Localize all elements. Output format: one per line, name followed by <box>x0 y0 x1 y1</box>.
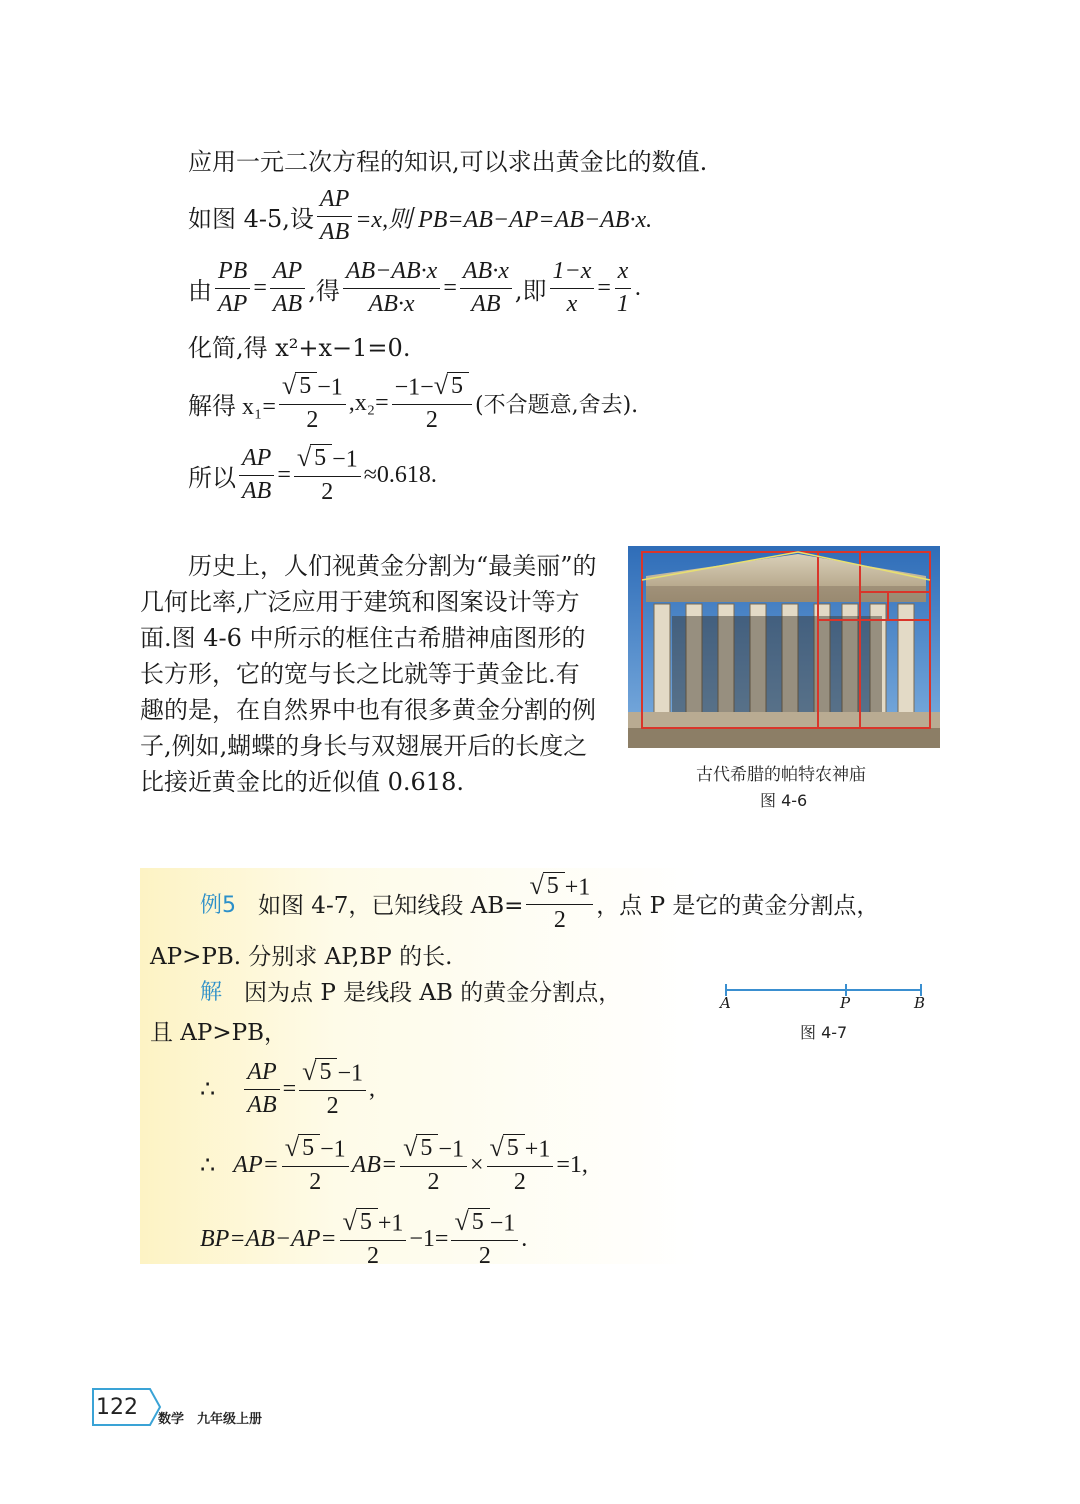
example-statement: 例5 如图 4-7，已知线段 AB= √ 5 +1 2 ，点 P 是它的黄金分割点， <box>200 871 880 933</box>
page-number: 122 <box>92 1388 140 1426</box>
intro-line: 应用一元二次方程的知识,可以求出黄金比的数值. <box>188 148 708 176</box>
equation-bp: BP=AB−AP= √ 5 +1 2 −1= √ 5 −1 2 . <box>200 1207 528 1269</box>
history-paragraph: 历史上，人们视黄金分割为“最美丽”的几何比率,广泛应用于建筑和图案设计等方面.图 4-6 中所示的框住古希腊神庙图形的长方形，它的宽与长之比就等于黄金比.有趣的是，在自然界中也有很多黄金分割的例子,例如,蝴蝶的身长与双翅展开后的长度之比接近黄金比的近似值 0.618. <box>140 552 597 796</box>
conclusion-line: 所以 $\frac{AP}{AB}$ = √ 5 −1 2 ≈0.618. <box>188 443 437 505</box>
point-p-label: P <box>840 994 851 1012</box>
photo-figure-label: 图 4-6 <box>760 791 808 810</box>
simplify-line: 化简,得 x²+x−1=0. <box>188 334 411 362</box>
book-title: 数学 九年级上册 <box>158 1412 263 1427</box>
step1-equation: 如图 4-5,设 $\frac{AP}{AB}$ =x,则 PB=AB−AP=AB−AB·x. <box>188 186 653 245</box>
point-a-label: A <box>720 994 731 1012</box>
fraction-ap-ab: $\frac{AP}{AB}$ <box>317 186 352 246</box>
parthenon-illustration <box>628 546 940 748</box>
example-statement-cont: AP>PB. 分别求 AP,BP 的长. <box>150 944 453 970</box>
photo-caption: 古代希腊的帕特农神庙 <box>696 765 866 785</box>
segment-ab-diagram <box>716 976 936 1016</box>
point-b-label: B <box>914 994 926 1012</box>
solve-line: 解得 x₁= √ 5 −1 2 ,x₂= −1− √ 5 2 (不合题意,舍去). <box>188 371 639 433</box>
solution-line-2: 且 AP>PB， <box>150 1020 288 1046</box>
equation-ratio: ∴ $\frac{AP}{AB}$ = √ 5 −1 2 , <box>200 1057 375 1119</box>
solution-line-1: 解 因为点 P 是线段 AB 的黄金分割点， <box>200 974 621 1007</box>
step2-equation: 由 $\frac{PB}{AP}$ = $\frac{AP}{AB}$ ,得 $\frac{AB-AB\cdot x}{AB\cdot x}$ = $\frac{AB\cdot x}{AB}$ ,即 $\frac{1-x}{x}$ = $\frac{x}{1}$ . <box>188 258 641 317</box>
segment-figure-label: 图 4-7 <box>800 1023 848 1042</box>
parthenon-photo <box>628 546 940 748</box>
solution-label: 解 <box>200 980 223 1005</box>
example-label: 例5 <box>200 892 236 918</box>
equation-ap: ∴ AP= √ 5 −1 2 AB= √ 5 −1 2 × √ 5 +1 2 =1, <box>200 1133 588 1195</box>
